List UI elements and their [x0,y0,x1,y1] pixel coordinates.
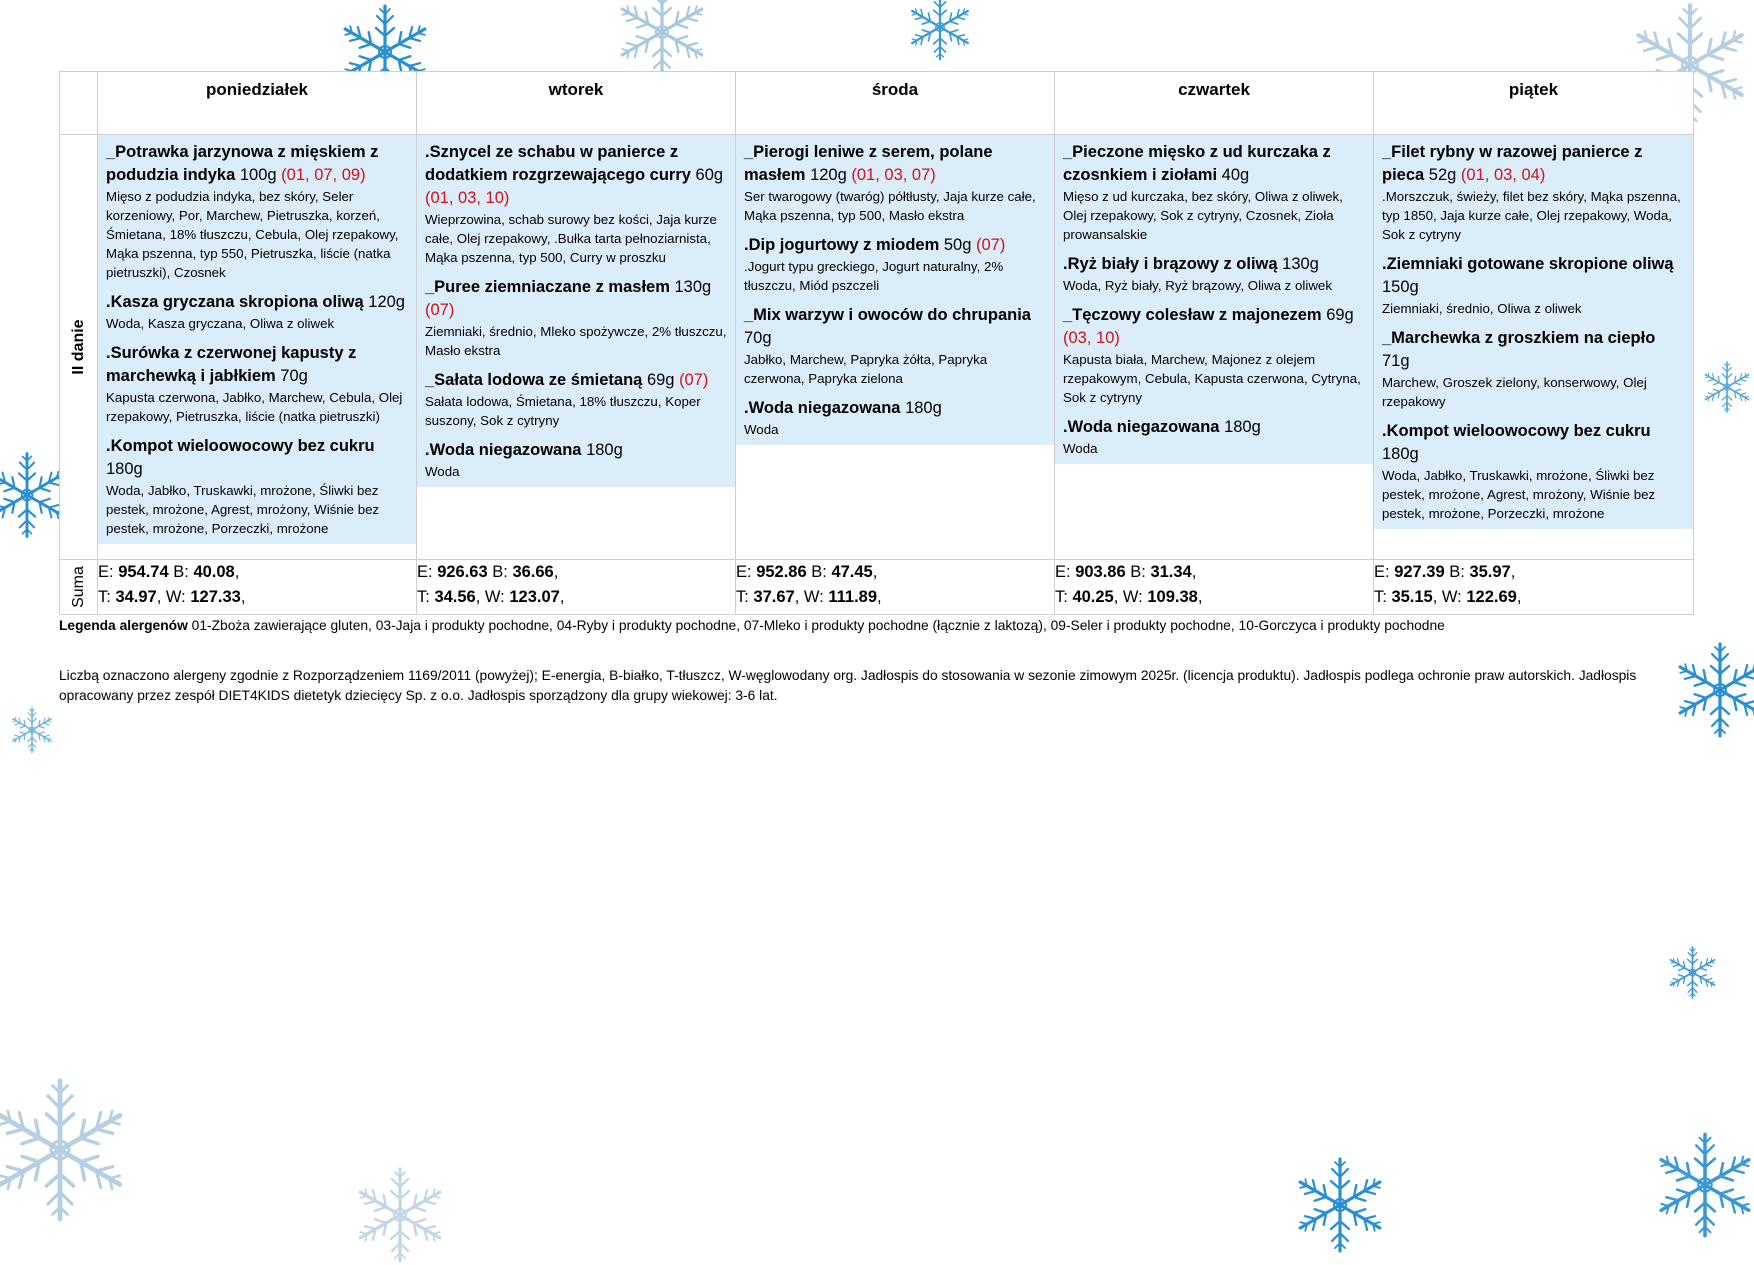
dish-item [1063,141,1365,244]
fat-label: T: [417,588,430,606]
dish-weight: 180g [1382,445,1419,463]
meal-row [60,135,1694,560]
energy-label: E: [736,563,752,581]
day-menu-cell [417,135,736,560]
carbs-value: 122.69 [1466,588,1517,606]
day-menu-cell [1055,135,1374,560]
sum-line: E: 926.63 B: 36.66, [417,563,559,581]
dish-allergens: (03, 10) [1063,329,1120,347]
dish-ingredients: .Jogurt typu greckiego, Jogurt naturalny, 2% tłuszczu, Miód pszczeli [744,259,1004,293]
fat-value: 34.97 [115,588,157,606]
dish-item [744,397,1046,439]
sum-row-label-cell [60,560,98,615]
dish-weight: 52g [1428,166,1457,184]
protein-value: 36.66 [512,563,554,581]
dish-ingredients: Ser twarogowy (twaróg) półtłusty, Jaja kurze całe, Mąka pszenna, typ 500, Masło ekstra [744,189,1036,223]
dish-ingredients: Kapusta czerwona, Jabłko, Marchew, Cebula, Olej rzepakowy, Pietruszka, liście (natka pietruszki) [106,390,403,424]
fat-value: 35.15 [1391,588,1433,606]
energy-value: 952.86 [756,563,807,581]
dish-item [106,342,408,426]
dish-allergens: (07) [975,236,1006,254]
protein-value: 35.97 [1469,563,1511,581]
snowflake-icon [8,706,56,754]
sum-line: T: 40.25, W: 109.38, [1055,588,1203,606]
dish-allergens: (01, 03, 04) [1460,166,1546,184]
dish-weight: 70g [280,367,308,385]
sum-cell [1374,560,1694,615]
protein-label: B: [811,563,827,581]
snowflake-icon [0,1075,135,1225]
dish-weight: 180g [106,460,143,478]
dish-weight: 70g [744,329,772,347]
dish-name: _Filet rybny w razowej panierce z pieca [1382,143,1643,184]
dish-allergens: (01, 07, 09) [281,166,366,184]
dish-ingredients: Ziemniaki, średnio, Mleko spożywcze, 2% tłuszczu, Masło ekstra [425,324,727,358]
dish-name: _Potrawka jarzynowa z mięskiem z podudzia indyka [106,143,379,184]
energy-value: 926.63 [437,563,488,581]
dish-ingredients: Sałata lodowa, Śmietana, 18% tłuszczu, Koper suszony, Sok z cytryny [425,394,701,428]
dish-weight: 40g [1221,166,1250,184]
dish-name: .Kasza gryczana skropiona oliwą [106,293,364,311]
fat-label: T: [1055,588,1068,606]
energy-label: E: [98,563,114,581]
dish-name: .Woda niegazowana [425,441,582,459]
dish-ingredients: Mięso z ud kurczaka, bez skóry, Oliwa z oliwek, Olej rzepakowy, Sok z cytryny, Czosnek, Zioła prowansalskie [1063,189,1343,242]
dish-item [106,141,408,282]
dish-weight: 180g [905,399,942,417]
dish-name: .Kompot wieloowocowy bez cukru [106,437,375,455]
dish-title [1382,141,1685,187]
meal-row-label-cell [60,135,98,560]
dish-name: _Pieczone mięsko z ud kurczaka z czosnkiem i ziołami [1063,143,1331,184]
energy-value: 954.74 [118,563,169,581]
protein-value: 40.08 [193,563,235,581]
dish-title [1063,416,1365,439]
dish-weight: 120g [810,166,847,184]
dish-title [106,435,408,481]
dish-ingredients: Woda, Jabłko, Truskawki, mrożone, Śliwki bez pestek, mrożone, Agrest, mrożony, Wiśnie bez pestek, mrożone, Porzeczki, mrożone [1382,468,1656,521]
dish-item [106,435,408,538]
fat-label: T: [98,588,111,606]
dish-item [744,141,1046,225]
day-menu-cell [1374,135,1694,560]
sum-line: E: 952.86 B: 47.45, [736,563,878,581]
day-header: piątek [1374,72,1694,135]
dish-allergens: (07) [679,371,709,389]
day-menu-cell [98,135,417,560]
sum-cell [98,560,417,615]
dish-title [1063,304,1365,350]
dish-weight: 69g [1326,306,1354,324]
carbs-label: W: [484,588,505,606]
menu-table [59,71,1694,615]
dish-title [744,234,1046,257]
dish-title [1382,420,1685,466]
snowflake-icon [1290,1155,1390,1255]
dish-title [744,397,1046,420]
dish-weight: 180g [586,441,623,459]
dish-item [425,141,727,267]
protein-value: 47.45 [831,563,873,581]
carbs-label: W: [1122,588,1143,606]
dish-weight: 130g [1282,255,1319,273]
day-menu-cell [736,135,1055,560]
sum-line: E: 927.39 B: 35.97, [1374,563,1516,581]
sum-cell [1055,560,1374,615]
dish-weight: 130g [674,278,712,296]
dish-ingredients: Marchew, Groszek zielony, konserwowy, Olej rzepakowy [1382,375,1647,409]
legend-text: 01-Zboża zawierające gluten, 03-Jaja i produkty pochodne, 04-Ryby i produkty pochodne, 07-Mleko i produkty pochodne (łącznie z laktozą), 09-Seler i produkty pochodne, 10-Gorczyca i produkty pochodne [191,618,1445,633]
dish-item [425,369,727,430]
dish-weight: 50g [943,236,972,254]
fat-label: T: [1374,588,1387,606]
sum-cell [417,560,736,615]
dish-name: .Ziemniaki gotowane skropione oliwą [1382,255,1674,273]
dish-ingredients: Mięso z podudzia indyka, bez skóry, Seler korzeniowy, Por, Marchew, Pietruszka, korzeń, Śmietana, 18% tłuszczu, Cebula, Olej rzepakowy, Mąka pszenna, typ 550, Pietruszka, liście (natka pietruszki), Czosnek [106,189,399,280]
energy-label: E: [417,563,433,581]
dish-name: _Pierogi leniwe z serem, polane masłem [744,143,993,184]
sum-row [60,560,1694,615]
dish-ingredients: Woda, Jabłko, Truskawki, mrożone, Śliwki bez pestek, mrożone, Agrest, mrożony, Wiśnie bez pestek, mrożone, Porzeczki, mrożone [106,483,380,536]
dish-item [425,439,727,481]
dish-list [417,135,735,487]
dish-title [425,276,727,322]
snowflake-icon [1650,1130,1754,1240]
snowflake-icon [350,1165,450,1265]
dish-weight: 71g [1382,352,1410,370]
dish-weight: 60g [695,166,724,184]
dish-name: .Dip jogurtowy z miodem [744,236,940,254]
dish-name: .Woda niegazowana [744,399,901,417]
energy-label: E: [1055,563,1071,581]
dish-list [98,135,416,544]
dish-item [744,304,1046,388]
dish-title [1063,253,1365,276]
dish-title [425,439,727,462]
dish-weight: 150g [1382,278,1419,296]
dish-name: _Mix warzyw i owoców do chrupania [744,306,1031,324]
dish-item [744,234,1046,295]
dish-weight: 120g [368,293,405,311]
fat-label: T: [736,588,749,606]
dish-ingredients: Woda, Ryż biały, Ryż brązowy, Oliwa z oliwek [1063,278,1332,293]
snowflake-icon [1665,945,1720,1000]
footnote: Liczbą oznaczono alergeny zgodnie z Rozporządzeniem 1169/2011 (powyżej); E-energia, B-białko, T-tłuszcz, W-węglowodany org. Jadłospis do stosowania w sezonie zimowym 2025r. (licencja produktu). Jadłospis podlega ochronie praw autorskich. Jadłospis opracowany przez zespół DIET4KIDS dietetyk dziecięcy Sp. z o.o. Jadłospis sporządzony dla grupy wiekowej: 3-6 lat. [59,668,1637,703]
dish-name: _Sałata lodowa ze śmietaną [425,371,643,389]
dish-title [1063,141,1365,187]
dish-ingredients: Ziemniaki, średnio, Oliwa z oliwek [1382,301,1582,316]
carbs-label: W: [1441,588,1462,606]
day-header: środa [736,72,1055,135]
dish-ingredients: Woda [744,422,779,437]
header-row [60,72,1694,135]
day-header: czwartek [1055,72,1374,135]
dish-item [425,276,727,360]
sum-line: E: 903.86 B: 31.34, [1055,563,1197,581]
dish-ingredients: Woda [425,464,460,479]
carbs-value: 111.89 [828,588,878,606]
allergen-legend [59,616,1699,636]
dish-ingredients: Wieprzowina, schab surowy bez kości, Jaja kurze całe, Olej rzepakowy, .Bułka tarta pełnoziarnista, Mąka pszenna, typ 500, Curry w proszku [425,212,717,265]
dish-weight: 100g [239,166,277,184]
dish-allergens: (01, 03, 07) [851,166,936,184]
dish-name: .Kompot wieloowocowy bez cukru [1382,422,1651,440]
legend-label: Legenda alergenów [59,618,188,633]
energy-label: E: [1374,563,1390,581]
dish-title [1382,253,1685,299]
dish-list [1374,135,1693,529]
meal-row-label: II danie [69,319,87,375]
dish-title [106,141,408,187]
dish-item [1382,253,1685,318]
dish-item [1063,304,1365,407]
dish-item [1382,327,1685,411]
dish-ingredients: Woda, Kasza gryczana, Oliwa z oliwek [106,316,335,331]
sum-line: T: 34.97, W: 127.33, [98,588,246,606]
dish-ingredients: Woda [1063,441,1098,456]
snowflake-icon [1700,360,1754,414]
dish-list [1055,135,1373,464]
dish-title [106,291,408,314]
dish-title [425,369,727,392]
dish-name: .Ryż biały i brązowy z oliwą [1063,255,1278,273]
sum-line: T: 34.56, W: 123.07, [417,588,565,606]
sum-line: T: 35.15, W: 122.69, [1374,588,1522,606]
corner-cell [60,72,98,135]
dish-name: .Sznycel ze schabu w panierce z dodatkiem rozgrzewającego curry [425,143,691,184]
carbs-value: 109.38 [1147,588,1198,606]
dish-item [1382,141,1685,244]
dish-allergens: (01, 03, 10) [425,189,510,207]
fat-value: 37.67 [753,588,795,606]
carbs-value: 123.07 [509,588,560,606]
fat-value: 40.25 [1072,588,1114,606]
dish-ingredients: Jabłko, Marchew, Papryka żółta, Papryka czerwona, Papryka zielona [744,352,988,386]
protein-label: B: [1449,563,1465,581]
dish-name: _Tęczowy colesław z majonezem [1063,306,1322,324]
dish-title [744,304,1046,350]
energy-value: 903.86 [1075,563,1126,581]
carbs-label: W: [803,588,824,606]
protein-label: B: [173,563,189,581]
carbs-label: W: [165,588,186,606]
dish-item [1063,253,1365,295]
dish-weight: 180g [1224,418,1261,436]
sum-line: T: 37.67, W: 111.89, [736,588,882,606]
dish-name: _Puree ziemniaczane z masłem [425,278,670,296]
dish-ingredients: Kapusta biała, Marchew, Majonez z olejem rzepakowym, Cebula, Kapusta czerwona, Cytryna, Sok z cytryny [1063,352,1361,405]
carbs-value: 127.33 [190,588,241,606]
day-header: poniedziałek [98,72,417,135]
dish-name: _Marchewka z groszkiem na ciepło [1382,329,1656,347]
snowflake-icon [905,0,975,62]
protein-label: B: [1130,563,1146,581]
dish-item [1382,420,1685,523]
sum-line: E: 954.74 B: 40.08, [98,563,240,581]
sum-cell [736,560,1055,615]
dish-item [1063,416,1365,458]
dish-title [106,342,408,388]
dish-list [736,135,1054,445]
protein-label: B: [492,563,508,581]
dish-name: .Woda niegazowana [1063,418,1220,436]
dish-title [744,141,1046,187]
dish-weight: 69g [646,371,675,389]
dish-ingredients: .Morszczuk, świeży, filet bez skóry, Mąka pszenna, typ 1850, Jaja kurze całe, Olej rzepakowy, Woda, Sok z cytryny [1382,189,1681,242]
dish-allergens: (07) [425,301,455,319]
dish-title [1382,327,1685,373]
day-header: wtorek [417,72,736,135]
snowflake-icon [612,0,712,82]
sum-row-label: Suma [69,566,87,608]
energy-value: 927.39 [1394,563,1445,581]
dish-item [106,291,408,333]
fat-value: 34.56 [434,588,476,606]
protein-value: 31.34 [1150,563,1192,581]
dish-name: .Surówka z czerwonej kapusty z marchewką i jabłkiem [106,344,357,385]
dish-title [425,141,727,210]
